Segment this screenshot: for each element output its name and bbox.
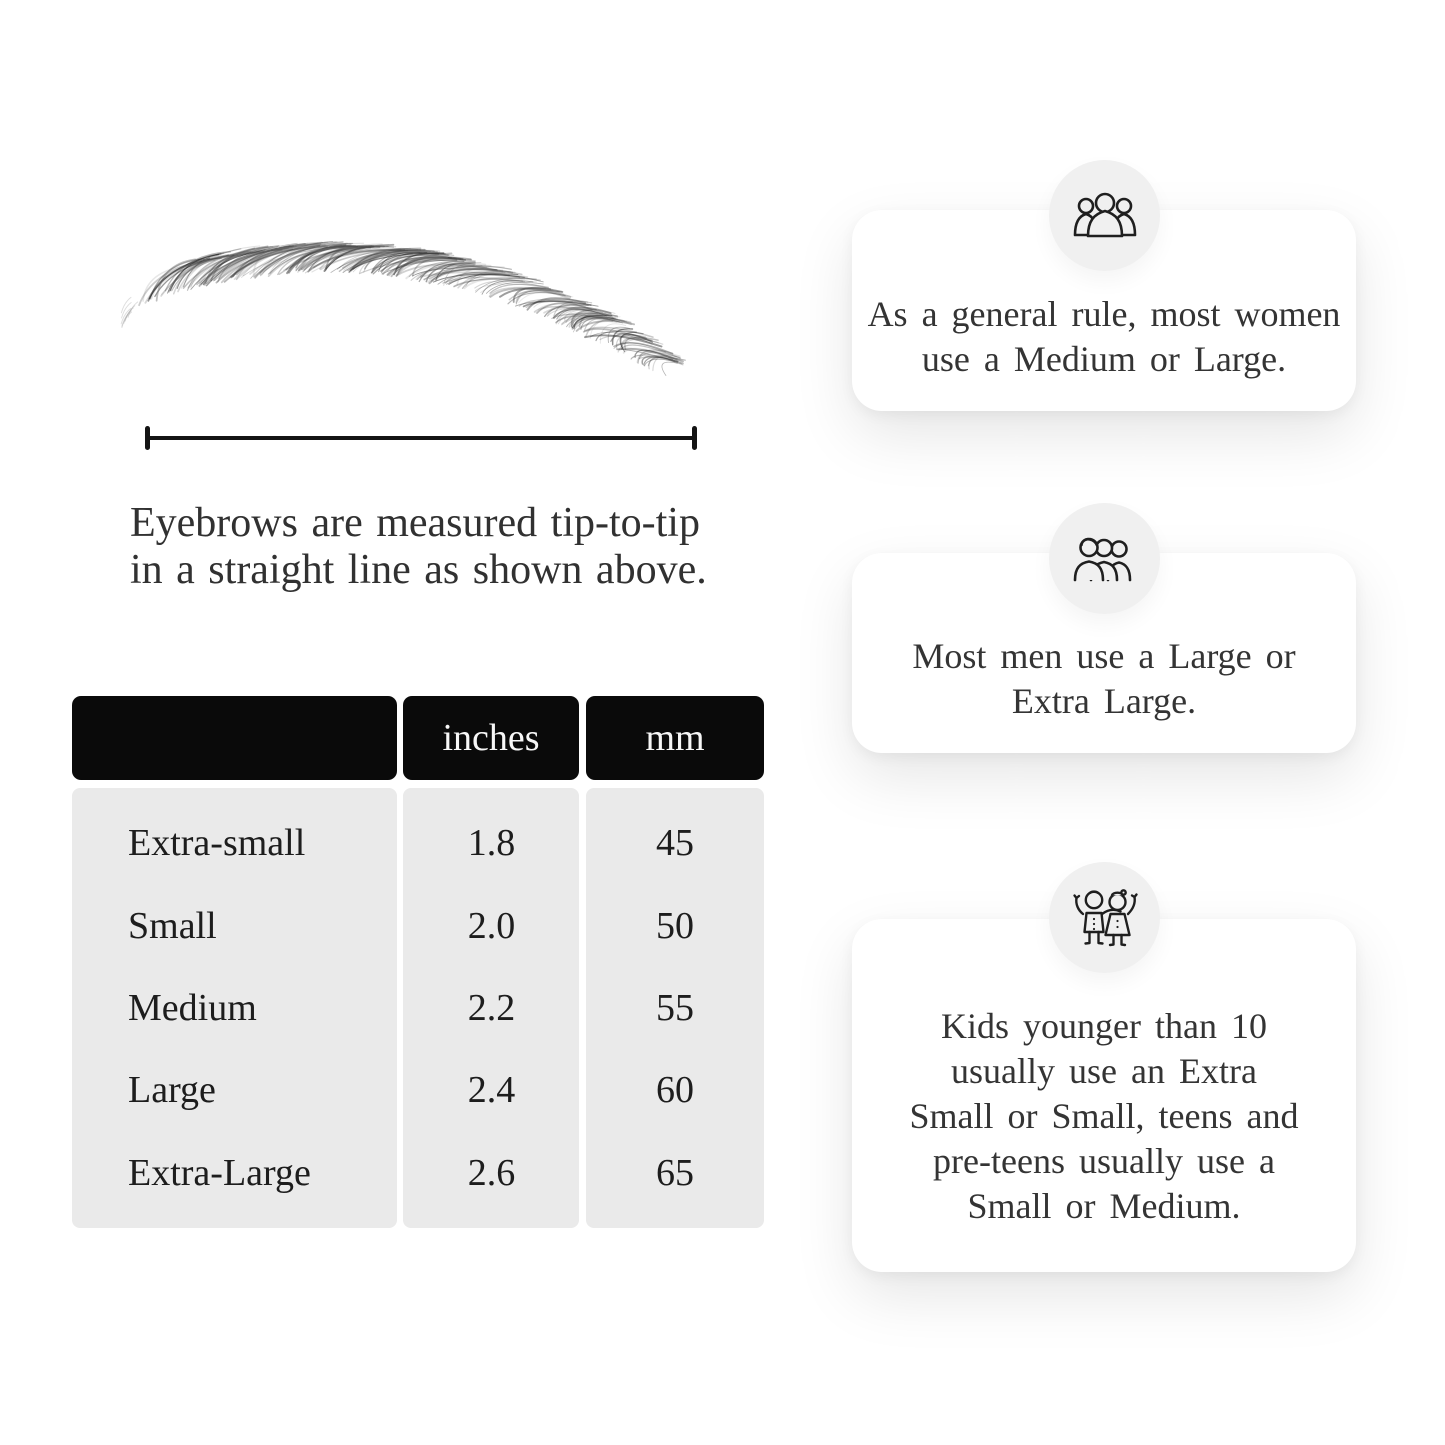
row-mm: 50: [656, 904, 694, 947]
measurement-caption: [130, 500, 740, 594]
caption-line: Eyebrows are measured tip-to-tip: [130, 500, 700, 546]
card-kids-icon-circle: [1049, 862, 1160, 973]
row-inches: 2.6: [467, 1151, 516, 1194]
card-text-line: pre-teens usually use a: [933, 1141, 1275, 1181]
row-mm: 60: [656, 1069, 694, 1112]
row-inches: 2.2: [467, 986, 516, 1029]
row-label: Medium: [128, 986, 257, 1029]
men-group-icon: [1072, 535, 1138, 583]
eyebrow-illustration: [115, 238, 695, 403]
row-mm: 55: [656, 986, 694, 1029]
card-text-line: As a general rule, most women: [867, 293, 1341, 334]
table-header-mm: mm: [586, 696, 764, 780]
card-men-icon-circle: [1049, 503, 1160, 614]
women-group-icon: [1072, 191, 1138, 241]
card-text-line: Small or Small, teens and: [909, 1096, 1299, 1136]
row-mm: 65: [656, 1151, 694, 1194]
card-women-icon-circle: [1049, 160, 1160, 271]
caption-line: in a straight line as shown above.: [130, 547, 707, 593]
row-inches: 1.8: [467, 822, 516, 865]
children-icon: [1069, 887, 1141, 949]
card-text-line: Small or Medium.: [967, 1186, 1241, 1226]
row-label: Extra-small: [128, 822, 306, 865]
row-inches: 2.4: [467, 1069, 516, 1112]
card-text-line: Most men use a Large or: [912, 636, 1296, 676]
row-label: Extra-Large: [128, 1151, 311, 1194]
row-label: Large: [128, 1069, 216, 1112]
table-header-inches: inches: [403, 696, 579, 780]
row-mm: 45: [656, 822, 694, 865]
card-text-line: Kids younger than 10: [941, 1006, 1267, 1046]
row-label: Small: [128, 904, 217, 947]
row-inches: 2.0: [467, 904, 516, 947]
measurement-line: [146, 436, 696, 440]
card-text-line: Extra Large.: [1011, 681, 1197, 721]
card-text-line: usually use an Extra: [951, 1051, 1257, 1091]
table-header-size: [72, 696, 397, 780]
card-text-line: use a Medium or Large.: [921, 338, 1287, 379]
size-table: [72, 788, 764, 1228]
